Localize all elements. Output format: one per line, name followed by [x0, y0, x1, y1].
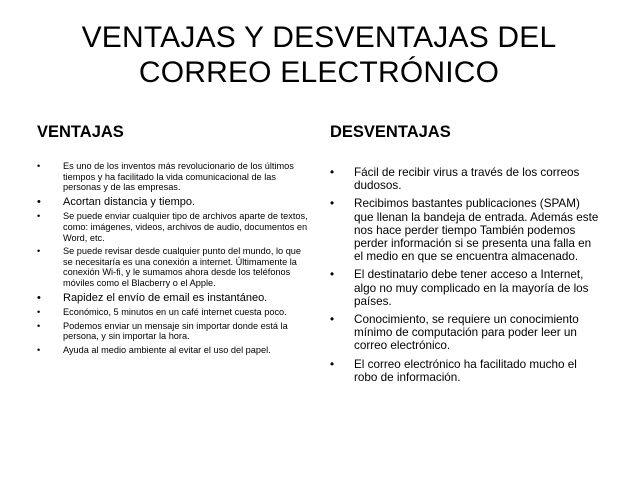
- ventajas-list: [37, 161, 312, 359]
- bullet-icon: •: [37, 211, 41, 222]
- ventajas-list-item: [37, 292, 312, 305]
- bullet-icon: •: [330, 313, 335, 327]
- ventajas-list-item: [37, 345, 312, 356]
- ventajas-item-text: Acortan distancia y tiempo.: [63, 195, 196, 208]
- bullet-icon: •: [330, 166, 335, 179]
- ventajas-item-text: Es uno de los inventos más revolucionario de los últimos tiempos y ha facilitado la vida comunicacional de las personas y de las empresas.: [63, 161, 294, 193]
- ventajas-list-item: [37, 307, 312, 318]
- ventajas-item-text: Económico, 5 minutos en un café internet cuesta poco.: [63, 307, 287, 318]
- bullet-icon: •: [330, 197, 335, 211]
- desventajas-list-item: [330, 313, 602, 353]
- desventajas-list-item: [330, 358, 602, 384]
- desventajas-item-text: Recibimos bastantes publicaciones (SPAM) que llenan la bandeja de entrada. Además este nos hace perder tiempo También podemos perder información si se presenta una falla en el medio en que se encuentra almacenado.: [354, 197, 599, 264]
- desventajas-list-item: [330, 268, 602, 308]
- ventajas-heading: VENTAJAS: [37, 123, 124, 141]
- desventajas-heading: DESVENTAJAS: [330, 123, 451, 141]
- ventajas-item-text: Se puede revisar desde cualquier punto del mundo, lo que se necesitaría es una conexión a internet. Últimamente la conexión Wi-fi, y le sumamos ahora desde los teléfonos móviles como el Blacberry o el Apple.: [63, 246, 302, 288]
- desventajas-list: [330, 166, 602, 389]
- desventajas-list-item: [330, 166, 602, 192]
- desventajas-item-text: El correo electrónico ha facilitado mucho el robo de información.: [354, 357, 577, 384]
- ventajas-item-text: Ayuda al medio ambiente al evitar el uso del papel.: [63, 344, 271, 355]
- bullet-icon: •: [37, 161, 41, 171]
- desventajas-item-text: El destinatario debe tener acceso a Internet, algo no muy complicado en la mayoría de los países.: [354, 268, 589, 308]
- desventajas-item-text: Conocimiento, se requiere un conocimiento mínimo de computación para poder leer un correo electrónico.: [354, 313, 579, 353]
- ventajas-item-text: Se puede enviar cualquier tipo de archivos aparte de textos, como: imágenes, videos, archivos de audio, documentos en Word, etc.: [63, 211, 308, 243]
- bullet-icon: •: [37, 307, 41, 318]
- bullet-icon: •: [37, 291, 41, 304]
- bullet-icon: •: [37, 246, 41, 257]
- slide-title-line-2: CORREO ELECTRÓNICO: [138, 56, 500, 89]
- slide-title-line-1: VENTAJAS Y DESVENTAJAS DEL: [81, 21, 557, 54]
- ventajas-item-text: Rapidez el envío de email es instantáneo.: [63, 291, 268, 304]
- ventajas-item-text: Podemos enviar un mensaje sin importar donde está la persona, y sin importar la hora.: [63, 320, 288, 342]
- slide-title: [40, 20, 598, 90]
- bullet-icon: •: [330, 268, 335, 282]
- bullet-icon: •: [330, 357, 335, 371]
- ventajas-list-item: [37, 321, 312, 342]
- ventajas-list-item: [37, 246, 312, 288]
- desventajas-item-text: Fácil de recibir virus a través de los correos dudosos.: [354, 166, 580, 193]
- bullet-icon: •: [37, 320, 41, 331]
- ventajas-list-item: [37, 196, 312, 209]
- ventajas-list-item: [37, 161, 312, 193]
- ventajas-list-item: [37, 211, 312, 243]
- desventajas-list-item: [330, 197, 602, 263]
- bullet-icon: •: [37, 344, 41, 355]
- bullet-icon: •: [37, 195, 41, 208]
